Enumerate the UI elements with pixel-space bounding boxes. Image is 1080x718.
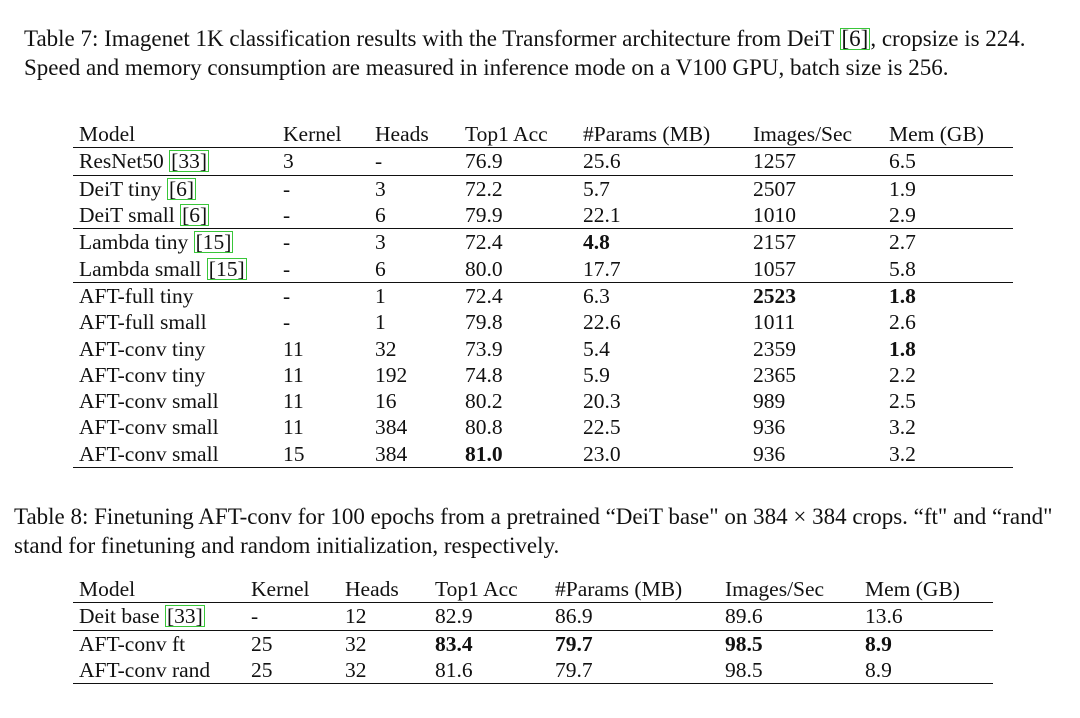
cell-model: [73, 362, 283, 388]
cell-value: 2507: [753, 176, 796, 201]
cell-value: 3: [375, 230, 386, 255]
cell-mem: [889, 388, 1013, 414]
cell-value: 3: [375, 176, 386, 201]
cell-value: 25.6: [583, 149, 621, 174]
cell-value: 5.7: [583, 176, 610, 201]
cell-value: 72.4: [465, 230, 503, 255]
cell-images-per-sec: [753, 202, 889, 229]
cell-value: 2.2: [889, 362, 916, 387]
cell-top1-acc: [465, 175, 583, 202]
cell-value: 80.2: [465, 389, 503, 414]
model-name: AFT-full small: [79, 310, 207, 335]
cell-mem: [889, 414, 1013, 440]
cell-top1-acc: [435, 657, 555, 684]
cell-params: [583, 229, 753, 256]
column-header-model: Model: [73, 121, 283, 148]
cell-images-per-sec: [725, 603, 865, 630]
cell-value: 11: [283, 362, 304, 387]
cell-value: 32: [345, 658, 367, 683]
table-row: [73, 309, 1013, 335]
model-name: Lambda tiny: [79, 230, 194, 255]
citation-link[interactable]: [33]: [166, 604, 203, 629]
table7-caption-citation-link[interactable]: [6]: [841, 26, 869, 51]
cell-value: 22.6: [583, 310, 621, 335]
cell-value: 2.7: [889, 230, 916, 255]
cell-kernel: [283, 335, 375, 361]
model-name: Deit base: [79, 604, 165, 629]
cell-params: [583, 309, 753, 335]
model-name: ResNet50: [79, 149, 170, 174]
cell-value: 989: [753, 389, 786, 414]
cell-value: 86.9: [555, 604, 593, 629]
model-name: AFT-conv ft: [79, 631, 186, 656]
cell-value: 2359: [753, 336, 796, 361]
cell-images-per-sec: [753, 335, 889, 361]
cell-value: 3.2: [889, 415, 916, 440]
cell-value: 384: [375, 441, 408, 466]
cell-params: [583, 255, 753, 282]
cell-value: 81.6: [435, 658, 473, 683]
cell-heads: [345, 603, 435, 630]
cell-value: 6.3: [583, 283, 610, 308]
cell-heads: [345, 630, 435, 657]
cell-model: [73, 441, 283, 468]
cell-value: 11: [283, 389, 304, 414]
cell-value: 1.9: [889, 176, 916, 201]
table-row: [73, 630, 993, 657]
cell-images-per-sec: [753, 229, 889, 256]
cell-value: 6.5: [889, 149, 916, 174]
cell-value: 72.4: [465, 283, 503, 308]
citation-link[interactable]: [33]: [171, 149, 207, 174]
cell-params: [555, 630, 725, 657]
cell-value: 17.7: [583, 256, 621, 281]
cell-heads: [375, 414, 465, 440]
column-header-params: #Params (MB): [555, 576, 725, 603]
cell-value: 80.0: [465, 256, 503, 281]
cell-images-per-sec: [753, 441, 889, 468]
cell-params: [555, 603, 725, 630]
cell-mem: [889, 148, 1013, 175]
cell-kernel: [283, 414, 375, 440]
row-group: [73, 229, 1013, 283]
cell-params: [583, 202, 753, 229]
cell-value: 1: [375, 310, 386, 335]
table-row: [73, 255, 1013, 282]
cell-value: -: [283, 283, 291, 308]
table-row: [73, 388, 1013, 414]
citation-link[interactable]: [6]: [182, 203, 208, 228]
cell-kernel: [283, 175, 375, 202]
cell-value: 1.8: [889, 336, 916, 361]
cell-value: 12: [345, 604, 367, 629]
cell-images-per-sec: [753, 414, 889, 440]
cell-top1-acc: [435, 630, 555, 657]
cell-kernel: [283, 148, 375, 175]
table-row: [73, 657, 993, 684]
cell-value: 20.3: [583, 389, 621, 414]
cell-images-per-sec: [725, 657, 865, 684]
cell-value: 1057: [753, 256, 796, 281]
cell-value: 3.2: [889, 441, 916, 466]
cell-mem: [889, 441, 1013, 468]
cell-heads: [375, 441, 465, 468]
cell-model: [73, 229, 283, 256]
cell-value: 13.6: [865, 604, 903, 629]
cell-value: 32: [345, 631, 367, 656]
cell-value: 11: [283, 336, 304, 361]
cell-value: 79.9: [465, 203, 503, 228]
cell-value: 16: [375, 389, 397, 414]
table-row: [73, 603, 993, 630]
cell-value: 5.4: [583, 336, 610, 361]
cell-model: [73, 603, 251, 630]
cell-model: [73, 414, 283, 440]
model-name: AFT-conv small: [79, 389, 219, 414]
cell-params: [555, 657, 725, 684]
cell-value: 82.9: [435, 604, 473, 629]
cell-value: -: [375, 149, 383, 174]
cell-images-per-sec: [725, 630, 865, 657]
column-header-images-per-sec: Images/Sec: [725, 576, 865, 603]
row-group: [73, 148, 1013, 175]
cell-params: [583, 175, 753, 202]
row-group: [73, 175, 1013, 229]
header-row: [73, 121, 1013, 148]
cell-top1-acc: [435, 603, 555, 630]
cell-kernel: [283, 282, 375, 309]
cell-top1-acc: [465, 441, 583, 468]
cell-params: [583, 335, 753, 361]
cell-params: [583, 388, 753, 414]
cell-top1-acc: [465, 148, 583, 175]
table-row: [73, 362, 1013, 388]
cell-mem: [889, 362, 1013, 388]
cell-value: -: [283, 203, 291, 228]
cell-kernel: [251, 603, 345, 630]
cell-mem: [889, 229, 1013, 256]
column-header-kernel: Kernel: [251, 576, 345, 603]
cell-value: 2.6: [889, 310, 916, 335]
cell-value: 11: [283, 415, 304, 440]
cell-mem: [889, 282, 1013, 309]
cell-params: [583, 362, 753, 388]
model-name: AFT-conv tiny: [79, 362, 206, 387]
cell-kernel: [283, 388, 375, 414]
cell-heads: [375, 148, 465, 175]
cell-params: [583, 441, 753, 468]
cell-value: 384: [375, 415, 408, 440]
cell-heads: [375, 309, 465, 335]
column-header-mem: Mem (GB): [889, 121, 1013, 148]
table-row: [73, 175, 1013, 202]
cell-value: 3: [283, 149, 294, 174]
cell-value: 25: [251, 631, 273, 656]
cell-model: [73, 255, 283, 282]
cell-kernel: [283, 255, 375, 282]
cell-mem: [889, 255, 1013, 282]
cell-images-per-sec: [753, 148, 889, 175]
cell-mem: [865, 603, 993, 630]
cell-images-per-sec: [753, 282, 889, 309]
cell-value: 8.9: [865, 631, 892, 656]
cell-kernel: [251, 630, 345, 657]
cell-value: -: [283, 310, 291, 335]
cell-value: 89.6: [725, 604, 763, 629]
cell-params: [583, 414, 753, 440]
cell-kernel: [283, 202, 375, 229]
cell-mem: [865, 657, 993, 684]
cell-top1-acc: [465, 255, 583, 282]
cell-value: 25: [251, 658, 273, 683]
cell-value: 936: [753, 415, 786, 440]
cell-value: 1: [375, 283, 386, 308]
cell-value: 6: [375, 203, 386, 228]
cell-model: [73, 148, 283, 175]
cell-value: 6: [375, 256, 386, 281]
model-name: AFT-conv tiny: [79, 336, 206, 361]
cell-mem: [889, 335, 1013, 361]
cell-value: 8.9: [865, 658, 892, 683]
cell-model: [73, 657, 251, 684]
cell-value: 2157: [753, 230, 796, 255]
table-row: [73, 414, 1013, 440]
model-name: AFT-conv rand: [79, 658, 211, 683]
cell-value: 15: [283, 441, 305, 466]
cell-value: 2.5: [889, 389, 916, 414]
cell-model: [73, 282, 283, 309]
cell-kernel: [283, 441, 375, 468]
cell-value: 79.7: [555, 631, 593, 656]
cell-top1-acc: [465, 388, 583, 414]
cell-value: 22.5: [583, 415, 621, 440]
row-group: [73, 282, 1013, 467]
table7-header: [73, 121, 1013, 148]
table-row: [73, 282, 1013, 309]
column-header-top1-acc: Top1 Acc: [435, 576, 555, 603]
table7-caption: [24, 25, 1064, 82]
cell-images-per-sec: [753, 255, 889, 282]
cell-value: 936: [753, 441, 786, 466]
table-row: [73, 202, 1013, 229]
cell-value: 76.9: [465, 149, 503, 174]
cell-images-per-sec: [753, 309, 889, 335]
cell-value: 1010: [753, 203, 796, 228]
cell-value: 2.9: [889, 203, 916, 228]
cell-images-per-sec: [753, 388, 889, 414]
cell-value: -: [283, 256, 291, 281]
table8: [73, 576, 993, 684]
cell-params: [583, 282, 753, 309]
cell-model: [73, 202, 283, 229]
citation-link[interactable]: [15]: [195, 230, 232, 255]
cell-value: -: [283, 176, 291, 201]
model-name: Lambda small: [79, 256, 207, 281]
column-header-kernel: Kernel: [283, 121, 375, 148]
column-header-images-per-sec: Images/Sec: [753, 121, 889, 148]
cell-value: 79.8: [465, 310, 503, 335]
table8-caption: Table 8: Finetuning AFT-conv for 100 epochs from a pretrained “DeiT base" on 384 × 384 crops. “ft" and “rand" stand for finetuning and random initialization, respectively.: [14, 504, 1053, 558]
cell-value: 72.2: [465, 176, 503, 201]
cell-images-per-sec: [753, 175, 889, 202]
cell-mem: [889, 309, 1013, 335]
row-group: [73, 630, 993, 684]
cell-value: 2365: [753, 362, 796, 387]
cell-value: 74.8: [465, 362, 503, 387]
table-row: [73, 229, 1013, 256]
model-name: AFT-conv small: [79, 415, 219, 440]
cell-model: [73, 335, 283, 361]
cell-heads: [375, 229, 465, 256]
cell-heads: [375, 175, 465, 202]
cell-value: 1011: [753, 310, 796, 335]
cell-value: 80.8: [465, 415, 503, 440]
cell-heads: [375, 362, 465, 388]
table-row: [73, 148, 1013, 175]
citation-link[interactable]: [6]: [168, 176, 195, 201]
cell-images-per-sec: [753, 362, 889, 388]
cell-value: 192: [375, 362, 408, 387]
cell-value: 4.8: [583, 230, 610, 255]
cell-heads: [345, 657, 435, 684]
cell-kernel: [251, 657, 345, 684]
cell-value: 22.1: [583, 203, 621, 228]
cell-model: [73, 388, 283, 414]
cell-top1-acc: [465, 202, 583, 229]
cell-value: 32: [375, 336, 397, 361]
cell-value: -: [251, 604, 259, 629]
cell-heads: [375, 202, 465, 229]
cell-value: 79.7: [555, 658, 593, 683]
cell-model: [73, 175, 283, 202]
model-name: DeiT tiny: [79, 176, 167, 201]
header-row: [73, 576, 993, 603]
cell-value: 23.0: [583, 441, 621, 466]
cell-mem: [865, 630, 993, 657]
model-name: DeiT small: [79, 203, 181, 228]
column-header-mem: Mem (GB): [865, 576, 993, 603]
cell-value: 83.4: [435, 631, 473, 656]
table7-caption-part1: Table 7: Imagenet 1K classification results with the Transformer architecture from DeiT: [24, 26, 840, 51]
cell-mem: [889, 175, 1013, 202]
cell-value: 5.8: [889, 256, 916, 281]
cell-value: -: [283, 230, 291, 255]
model-name: AFT-conv small: [79, 441, 219, 466]
table8-header: [73, 576, 993, 603]
cell-kernel: [283, 229, 375, 256]
cell-top1-acc: [465, 335, 583, 361]
cell-params: [583, 148, 753, 175]
cell-top1-acc: [465, 414, 583, 440]
column-header-params: #Params (MB): [583, 121, 753, 148]
cell-value: 5.9: [583, 362, 610, 387]
table7: [73, 121, 1013, 468]
cell-value: 2523: [753, 283, 796, 308]
cell-top1-acc: [465, 362, 583, 388]
cell-value: 98.5: [725, 658, 763, 683]
row-group: [73, 603, 993, 630]
cell-value: 98.5: [725, 631, 763, 656]
column-header-model: Model: [73, 576, 251, 603]
cell-heads: [375, 255, 465, 282]
cell-model: [73, 309, 283, 335]
table7-caption-part2: , cropsize is 224. Speed and memory consumption are measured in inference mode on a V100 GPU, batch size is 256.: [24, 26, 1026, 80]
cell-value: 1257: [753, 149, 796, 174]
model-name: AFT-full tiny: [79, 283, 194, 308]
cell-value: 1.8: [889, 283, 916, 308]
cell-kernel: [283, 309, 375, 335]
column-header-heads: Heads: [375, 121, 465, 148]
cell-top1-acc: [465, 309, 583, 335]
cell-heads: [375, 282, 465, 309]
cell-value: 81.0: [465, 441, 503, 466]
citation-link[interactable]: [15]: [208, 256, 245, 281]
cell-top1-acc: [465, 282, 583, 309]
cell-model: [73, 630, 251, 657]
table-row: [73, 441, 1013, 468]
cell-heads: [375, 335, 465, 361]
cell-kernel: [283, 362, 375, 388]
cell-heads: [375, 388, 465, 414]
cell-top1-acc: [465, 229, 583, 256]
cell-value: 73.9: [465, 336, 503, 361]
column-header-heads: Heads: [345, 576, 435, 603]
column-header-top1-acc: Top1 Acc: [465, 121, 583, 148]
table-row: [73, 335, 1013, 361]
cell-mem: [889, 202, 1013, 229]
